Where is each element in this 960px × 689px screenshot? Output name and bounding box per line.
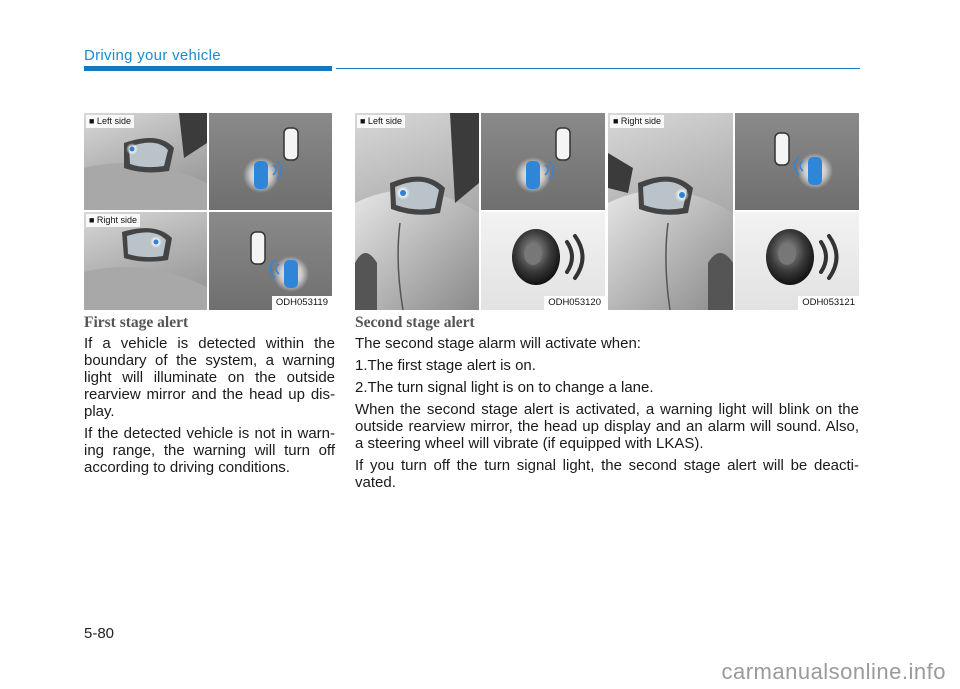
figure-code: ODH053121 [798, 296, 859, 310]
left-mirror-image [84, 113, 207, 210]
second-stage-list-item: 2.The turn signal light is on to change a lane. [355, 379, 654, 396]
right-mirror-image [84, 212, 207, 310]
first-stage-section [84, 314, 335, 481]
second-stage-list-item: 1.The first stage alert is on. [355, 357, 536, 374]
left-road-image [209, 113, 332, 210]
road-image [481, 113, 605, 210]
road-illustration [735, 113, 859, 210]
road-illustration [481, 113, 605, 210]
figure-second-stage-left [355, 113, 605, 310]
first-stage-heading: First stage alert [84, 314, 189, 331]
figure-label-right: ■ Right side [610, 115, 664, 128]
figure-label-left: ■ Left side [86, 115, 134, 128]
second-stage-paragraph: When the second stage alert is activated, a warning light will blink on the outside rearview mirror, the head up display and an alarm will sound. Also, a steering wheel will vibrate (if equipped with LKAS). [355, 401, 859, 452]
figure-label-right: ■ Right side [86, 214, 140, 227]
figure-label-left: ■ Left side [357, 115, 405, 128]
section-title: Driving your vehicle [84, 47, 221, 64]
left-road-illustration [209, 113, 332, 210]
left-mirror-image [355, 113, 479, 310]
second-stage-paragraph: If you turn off the turn signal light, the second stage alert will be deacti-vated. [355, 457, 859, 491]
figure-second-stage-right [608, 113, 859, 310]
car-door-illustration [355, 113, 479, 310]
watermark: carmanualsonline.info [721, 659, 946, 684]
road-image [735, 113, 859, 210]
header-rule-thick [84, 66, 332, 71]
first-stage-paragraph: If a vehicle is detected within the boundary of the system, a warning light will illuminate on the outside rearview mirror and the head up dis-play. [84, 335, 335, 420]
car-door-illustration [608, 113, 733, 310]
page-number: 5-80 [84, 625, 115, 642]
second-stage-heading: Second stage alert [355, 314, 475, 331]
header-rule-thin [336, 68, 860, 69]
figure-first-stage [84, 113, 332, 310]
figure-code: ODH053120 [544, 296, 605, 310]
right-mirror-image [608, 113, 733, 310]
second-stage-section [355, 314, 859, 496]
first-stage-paragraph: If the detected vehicle is not in warn-ing range, the warning will turn off according to driving conditions. [84, 425, 335, 476]
second-stage-paragraph: The second stage alarm will activate when: [355, 335, 641, 352]
figure-code: ODH053119 [272, 296, 332, 310]
